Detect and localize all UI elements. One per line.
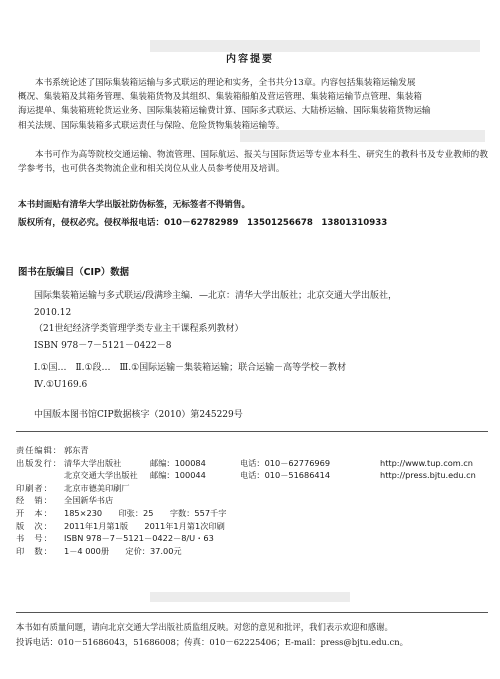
cip-line: Ⅳ.①U169.6 [34, 379, 88, 390]
distributor-label: 经 销： [16, 495, 53, 506]
publisher-name: 北京交通大学出版社 [64, 470, 138, 481]
summary-line: 本书系统论述了国际集装箱运输与多式联运的理论和实务，全书共分13章。内容包括集装箱运输发展 [35, 78, 416, 88]
edition-value: 2011年1月第1版 2011年1月第1次印刷 [64, 520, 225, 531]
printer-row [16, 482, 488, 495]
summary-line: 相关法规、国际集装箱多式联运责任与保险、危险货物集装箱运输等。 [18, 120, 285, 131]
divider [16, 612, 488, 613]
summary-audience: 本书可作为高等院校交通运输、物流管理、国际航运、报关与国际货运等专业本科生、研究生的教科书及专业教师的教学参考书，也可供各类物流企业和相关岗位从业人员参考使用及培训。 [18, 150, 488, 175]
isbn-row [16, 532, 488, 545]
publisher-website: http://press.bjtu.edu.cn [380, 470, 476, 481]
anti-counterfeit-notice: 本书封面贴有清华大学出版社防伪标签，无标签者不得销售。 [18, 200, 251, 210]
contact-info: 投诉电话：010－51686043，51686008；传真：010－62225406；E-mail：press@bjtu.edu.cn。 [16, 637, 408, 647]
edition-row [16, 520, 488, 533]
footer-notes [16, 620, 488, 650]
publisher-zip: 邮编：100084 [150, 457, 206, 468]
copyright-notice: 版权所有，侵权必究。侵权举报电话：010－62782989 13501256678 13801310933 [18, 218, 388, 228]
publisher-label: 出版发行： [16, 457, 62, 468]
printer-label: 印刷者： [16, 482, 53, 493]
format-label: 开 本： [16, 507, 53, 518]
cip-record-number: 中国版本图书馆CIP数据核字（2010）第245229号 [34, 410, 243, 420]
isbn-value: ISBN 978－7－5121－0422－8/U・63 [64, 533, 214, 544]
editor-label: 责任编辑： [16, 445, 62, 455]
summary-line: 概况、集装箱及其箱务管理、集装箱货物及其组织、集装箱船舶及营运管理、集装箱运输节点管理、集装箱 [18, 92, 422, 103]
publisher-row [16, 469, 488, 482]
format-value: 185×230 印张：25 字数：557千字 [64, 507, 227, 518]
scan-smudge [150, 592, 350, 602]
editor-value: 郭东青 [64, 445, 89, 455]
publisher-row [16, 457, 488, 470]
isbn-label: 书 号： [16, 533, 53, 544]
printer-value: 北京市德美印刷厂 [64, 482, 130, 493]
cip-heading: 图书在版编目（CIP）数据 [18, 267, 129, 278]
distributor-value: 全国新华书店 [64, 495, 114, 506]
cip-data [34, 288, 484, 399]
scan-smudge [240, 130, 485, 142]
cip-line: （21世纪经济学类管理学类专业主干课程系列教材） [34, 324, 244, 334]
distributor-row [16, 494, 488, 507]
print-run-value: 1－4 000册 定价：37.00元 [64, 545, 182, 556]
print-run-row [16, 545, 488, 558]
publisher-website: http://www.tup.com.cn [380, 457, 473, 468]
editor-row [16, 444, 488, 457]
summary-heading: 内容提要 [226, 54, 274, 65]
publisher-name: 清华大学出版社 [64, 457, 122, 468]
publisher-phone: 电话：010－51686414 [240, 470, 331, 481]
quality-note: 本书如有质量问题，请向北京交通大学出版社质监组反映。对您的意见和批评，我们表示欢迎和感谢。 [16, 622, 393, 632]
divider [16, 431, 488, 432]
summary-body [18, 76, 488, 133]
summary-line: 海运提单、集装箱班轮货运业务、国际集装箱运输费计算、国际多式联运、大陆桥运输、国际集装箱货物运输 [18, 106, 431, 117]
publisher-zip: 邮编：100044 [150, 470, 206, 481]
format-row [16, 507, 488, 520]
cip-line: Ⅰ.①国… Ⅱ.①段… Ⅲ.①国际运输－集装箱运输；联合运输－高等学校－教材 [34, 363, 347, 373]
publication-info [16, 444, 488, 557]
print-run-label: 印 数： [16, 545, 53, 556]
cip-line: ISBN 978－7－5121－0422－8 [34, 340, 172, 351]
publisher-phone: 电话：010－62776969 [240, 457, 331, 468]
cip-line: 国际集装箱运输与多式联运/段满珍主编．—北京：清华大学出版社；北京交通大学出版社， [34, 291, 398, 301]
edition-label: 版 次： [16, 520, 53, 531]
cip-line: 2010.12 [34, 307, 72, 318]
